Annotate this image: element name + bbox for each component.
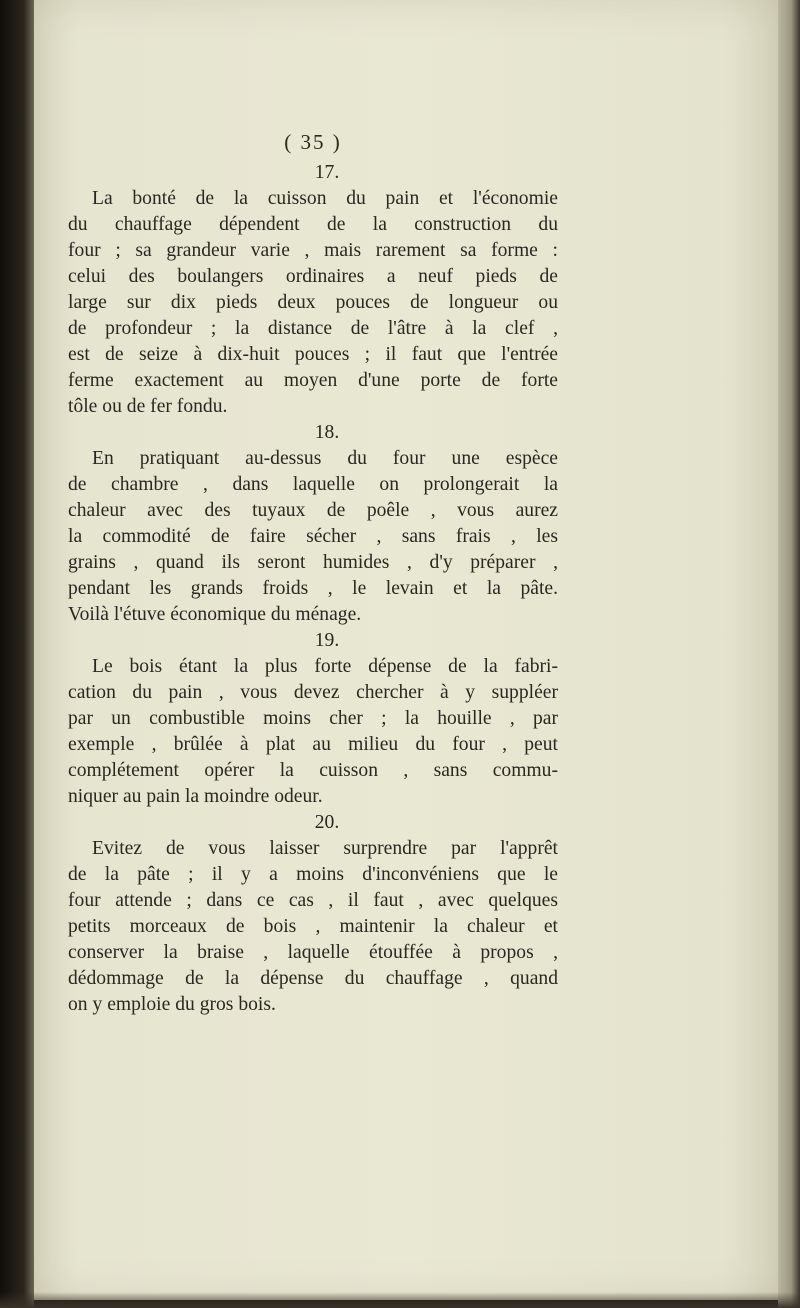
text-line: de la pâte ; il y a moins d'inconvéniens que le (68, 864, 558, 885)
section-number: 17. (314, 162, 340, 183)
text-line: niquer au pain la moindre odeur. (68, 786, 323, 807)
text-line: pendant les grands froids , le levain et la pâte. (68, 578, 558, 599)
text-line: conserver la braise , laquelle étouffée à propos , (68, 942, 558, 963)
text-line: Evitez de vous laisser surprendre par l'apprêt (92, 838, 558, 859)
text-line: four attende ; dans ce cas , il faut , avec quelques (68, 890, 558, 911)
text-line: En pratiquant au-dessus du four une espèce (92, 448, 558, 469)
text-line: dédommage de la dépense du chauffage , quand (68, 968, 558, 989)
paragraph (68, 654, 558, 810)
section-number: 19. (314, 630, 340, 651)
text-line: La bonté de la cuisson du pain et l'économie (92, 188, 558, 209)
text-line: Le bois étant la plus forte dépense de la fabri- (92, 656, 558, 677)
text-line: complétement opérer la cuisson , sans commu- (68, 760, 558, 781)
text-line: four ; sa grandeur varie , mais rarement sa forme : (68, 240, 558, 261)
text-line: de chambre , dans laquelle on prolongerait la (68, 474, 558, 495)
page-number: ( 35 ) (284, 130, 342, 154)
text-line: on y emploie du gros bois. (68, 994, 276, 1015)
text-line: petits morceaux de bois , maintenir la chaleur et (68, 916, 558, 937)
text-line: cation du pain , vous devez chercher à y suppléer (68, 682, 558, 703)
text-block (68, 120, 558, 1018)
text-line: Voilà l'étuve économique du ménage. (68, 604, 362, 625)
paragraph (68, 836, 558, 1018)
paragraph (68, 446, 558, 628)
page-edge (778, 0, 800, 1308)
text-line: exemple , brûlée à plat au milieu du four , peut (68, 734, 558, 755)
text-line: du chauffage dépendent de la construction du (68, 214, 558, 235)
bottom-edge (0, 1292, 800, 1308)
text-line: chaleur avec des tuyaux de poêle , vous aurez (68, 500, 558, 521)
text-line: est de seize à dix-huit pouces ; il faut que l'entrée (68, 344, 558, 365)
paragraph (68, 186, 558, 420)
text-line: de profondeur ; la distance de l'âtre à la clef , (68, 318, 558, 339)
text-line: par un combustible moins cher ; la houille , par (68, 708, 558, 729)
text-line: tôle ou de fer fondu. (68, 396, 228, 417)
text-line: large sur dix pieds deux pouces de longueur ou (68, 292, 558, 313)
text-line: la commodité de faire sécher , sans frais , les (68, 526, 558, 547)
text-line: ferme exactement au moyen d'une porte de forte (68, 370, 558, 391)
section-number: 20. (314, 812, 340, 833)
section-number: 18. (314, 422, 340, 443)
binding-shadow (0, 0, 34, 1308)
text-line: celui des boulangers ordinaires a neuf pieds de (68, 266, 558, 287)
text-line: grains , quand ils seront humides , d'y préparer , (68, 552, 558, 573)
